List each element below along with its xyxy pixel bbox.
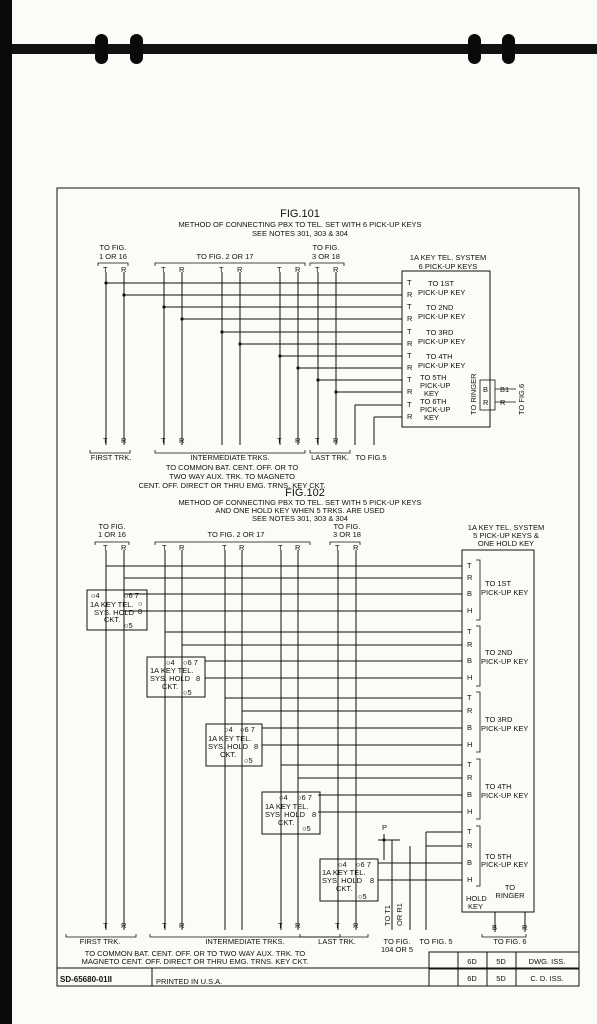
fig101-footer-2: TWO WAY AUX. TRK. TO MAGNETO <box>169 472 295 481</box>
svg-text:B1: B1 <box>500 385 510 394</box>
svg-text:H: H <box>467 673 473 682</box>
fig102-hold-circuit-1 <box>87 590 147 630</box>
fig102-key1-b: PICK-UP KEY <box>481 588 529 597</box>
fig101-key4-a: TO 4TH <box>426 352 453 361</box>
fig102-subtitle2: AND ONE HOLD KEY WHEN 5 TRKS. ARE USED <box>215 506 385 515</box>
fig101-footer-1: TO COMMON BAT. CENT. OFF. OR TO <box>165 463 299 472</box>
svg-text:R: R <box>467 640 473 649</box>
svg-text:○5: ○5 <box>358 892 367 901</box>
fig101-key1-a: TO 1ST <box>428 279 455 288</box>
svg-text:R: R <box>467 573 473 582</box>
svg-text:R: R <box>467 706 473 715</box>
svg-text:T: T <box>103 265 108 274</box>
svg-text:R: R <box>121 543 127 552</box>
hold-ckt-3-label-c: CKT. <box>220 750 237 759</box>
fig101-to-ringer: TO RINGER <box>469 373 478 415</box>
fig102 <box>66 487 544 966</box>
drawing-number: SD-65680-01II <box>60 975 113 984</box>
fig101-key3-a: TO 3RD <box>426 328 454 337</box>
svg-text:○4: ○4 <box>338 860 347 869</box>
fig102-to-fig-right-2: 3 OR 18 <box>333 530 361 539</box>
fig101-system-title-1: 1A KEY TEL. SYSTEM <box>409 253 487 262</box>
svg-text:T: T <box>407 302 412 311</box>
fig101-notes: SEE NOTES 301, 303 & 304 <box>252 229 348 238</box>
svg-text:T: T <box>278 921 283 930</box>
svg-text:8: 8 <box>254 742 259 751</box>
svg-text:R: R <box>121 921 127 930</box>
svg-text:○4: ○4 <box>91 591 100 600</box>
tb-r2-c2: 5D <box>496 974 506 983</box>
fig102-or-r1: OR R1 <box>395 903 404 926</box>
svg-text:R: R <box>121 265 127 274</box>
fig102-to-fig104-1: TO FIG. <box>383 937 411 946</box>
svg-text:○5: ○5 <box>302 824 311 833</box>
svg-text:T: T <box>335 921 340 930</box>
svg-text:R: R <box>353 543 359 552</box>
svg-text:○6 7: ○6 7 <box>297 793 312 802</box>
svg-text:T: T <box>103 436 108 445</box>
hold-ckt-5-label-b: SYS. HOLD <box>322 876 363 885</box>
tb-r1-c3: DWG. ISS. <box>528 957 566 966</box>
svg-text:○5: ○5 <box>124 621 133 630</box>
svg-text:○6 7: ○6 7 <box>124 591 139 600</box>
fig102-last-trk: LAST TRK. <box>318 937 356 946</box>
svg-text:T: T <box>407 375 412 384</box>
svg-text:R: R <box>237 265 243 274</box>
fig101-key6-c: KEY <box>424 413 440 422</box>
svg-text:T: T <box>467 760 472 769</box>
svg-text:B: B <box>467 589 473 598</box>
svg-text:R: R <box>467 841 473 850</box>
svg-text:T: T <box>161 436 166 445</box>
fig101-key6-b: PICK-UP <box>420 405 451 414</box>
fig102-to-fig-right-1: TO FIG. <box>333 522 361 531</box>
fig101-footer-3: CENT. OFF. DIRECT OR THRU EMG. TRNS. KEY CKT. <box>138 481 326 490</box>
svg-text:○6 7: ○6 7 <box>183 658 198 667</box>
svg-text:8: 8 <box>196 674 201 683</box>
svg-text:T: T <box>335 543 340 552</box>
svg-text:R: R <box>179 436 185 445</box>
tb-r1-c2: 5D <box>496 957 506 966</box>
fig102-key3-a: TO 3RD <box>485 715 513 724</box>
svg-text:T: T <box>162 921 167 930</box>
fig102-key-groups <box>467 560 480 886</box>
fig101-to-fig-left-2: 1 OR 16 <box>99 252 127 261</box>
fig101-key5-c: KEY <box>424 389 440 398</box>
svg-text:R: R <box>121 436 127 445</box>
fig102-system-title-2: 5 PICK-UP KEYS & <box>473 531 539 540</box>
fig102-key5-a: TO 5TH <box>485 852 512 861</box>
svg-text:R: R <box>179 921 185 930</box>
svg-text:B: B <box>492 923 498 932</box>
svg-text:R: R <box>333 436 339 445</box>
hold-ckt-4-label-c: CKT. <box>278 818 295 827</box>
fig101-to-fig-mid: TO FIG. 2 OR 17 <box>196 252 254 261</box>
svg-text:B: B <box>483 385 489 394</box>
svg-text:R: R <box>333 265 339 274</box>
svg-text:T: T <box>407 400 412 409</box>
svg-text:8: 8 <box>138 607 143 616</box>
fig101-pickup-labels <box>418 279 465 422</box>
fig102-key5-b: PICK-UP KEY <box>481 860 529 869</box>
fig101-to-fig-left-1: TO FIG. <box>99 243 127 252</box>
tb-r2-c1: 6D <box>467 974 477 983</box>
fig102-key2-a: TO 2ND <box>485 648 513 657</box>
tb-r1-c1: 6D <box>467 957 477 966</box>
hold-ckt-5-label-a: 1A KEY TEL. <box>322 868 366 877</box>
fig102-p-label: P <box>382 823 388 832</box>
fig101-key1-b: PICK-UP KEY <box>418 288 466 297</box>
svg-text:R: R <box>179 543 185 552</box>
hold-ckt-2-label-c: CKT. <box>162 682 179 691</box>
svg-text:R: R <box>407 290 413 299</box>
fig102-pickup-labels <box>481 579 528 869</box>
svg-text:T: T <box>467 561 472 570</box>
fig101-intermediate-trks: INTERMEDIATE TRKS. <box>190 453 270 462</box>
svg-text:8: 8 <box>312 810 317 819</box>
fig102-key3-b: PICK-UP KEY <box>481 724 529 733</box>
svg-text:T: T <box>278 543 283 552</box>
fig102-notes: SEE NOTES 301, 303 & 304 <box>252 514 348 523</box>
svg-text:T: T <box>162 543 167 552</box>
svg-text:T: T <box>407 351 412 360</box>
hold-ckt-1-label-b: SYS. HOLD <box>94 608 135 617</box>
fig102-first-trk: FIRST TRK. <box>79 937 121 946</box>
fig102-to-fig-left-1: TO FIG. <box>98 522 126 531</box>
hold-ckt-3-label-a: 1A KEY TEL. <box>208 734 252 743</box>
fig102-to-fig-mid: TO FIG. 2 OR 17 <box>207 530 265 539</box>
svg-text:H: H <box>467 875 473 884</box>
svg-text:R: R <box>407 363 413 372</box>
svg-text:B: B <box>467 656 473 665</box>
svg-text:R: R <box>179 265 185 274</box>
printed-in-usa: PRINTED IN U.S.A. <box>156 977 223 986</box>
svg-text:H: H <box>467 740 473 749</box>
fig102-key2-b: PICK-UP KEY <box>481 657 529 666</box>
svg-text:○5: ○5 <box>183 688 192 697</box>
fig101-last-trk: LAST TRK. <box>311 453 349 462</box>
hold-ckt-2-label-a: 1A KEY TEL. <box>150 666 194 675</box>
svg-text:R: R <box>295 436 301 445</box>
svg-text:○4: ○4 <box>224 725 233 734</box>
fig101-key2-a: TO 2ND <box>426 303 454 312</box>
hold-ckt-1-label-c: CKT. <box>104 615 121 624</box>
svg-text:R: R <box>295 921 301 930</box>
fig101-key5-a: TO 5TH <box>420 373 447 382</box>
svg-text:T: T <box>103 921 108 930</box>
hold-ckt-1-label-a: 1A KEY TEL. <box>90 600 134 609</box>
fig102-hold-circuit-2 <box>147 657 205 697</box>
fig101-subtitle: METHOD OF CONNECTING PBX TO TEL. SET WITH 6 PICK-UP KEYS <box>178 220 422 229</box>
fig102-to-ringer-1: TO <box>504 883 516 892</box>
fig102-footer-1: TO COMMON BAT. CENT. OFF. OR TO TWO WAY AUX. TRK. TO <box>84 949 306 958</box>
fig102-key4-a: TO 4TH <box>485 782 512 791</box>
fig102-system-title-3: ONE HOLD KEY <box>477 539 535 548</box>
svg-text:B: B <box>467 790 473 799</box>
fig102-key4-b: PICK-UP KEY <box>481 791 529 800</box>
svg-text:H: H <box>467 606 473 615</box>
hold-ckt-4-label-b: SYS. HOLD <box>265 810 306 819</box>
fig102-hold-circuit-4 <box>262 792 320 834</box>
fig101-first-trk: FIRST TRK. <box>90 453 132 462</box>
fig102-to-fig104-2: 104 OR 5 <box>380 945 414 954</box>
fig102-intermediate-trks: INTERMEDIATE TRKS. <box>205 937 285 946</box>
fig102-hold-key-1: HOLD <box>466 894 487 903</box>
svg-text:8: 8 <box>370 876 375 885</box>
tb-r2-c3: C. D. ISS. <box>530 974 564 983</box>
fig101-key5-b: PICK-UP <box>420 381 451 390</box>
svg-text:T: T <box>315 265 320 274</box>
svg-text:T: T <box>407 278 412 287</box>
fig102-hold-circuit-5 <box>320 859 378 901</box>
svg-text:T: T <box>467 693 472 702</box>
fig102-key1-a: TO 1ST <box>485 579 512 588</box>
svg-text:T: T <box>467 627 472 636</box>
fig101-to-fig6: TO FIG.6 <box>517 383 526 415</box>
svg-text:○4: ○4 <box>166 658 175 667</box>
fig101-trunk-lines <box>106 272 336 445</box>
hold-ckt-4-label-a: 1A KEY TEL. <box>265 802 309 811</box>
hold-ckt-2-label-b: SYS. HOLD <box>150 674 191 683</box>
fig101-to-fig-right-1: TO FIG. <box>312 243 340 252</box>
svg-text:R: R <box>407 387 413 396</box>
svg-text:T: T <box>222 543 227 552</box>
svg-text:H: H <box>467 807 473 816</box>
svg-text:○: ○ <box>138 599 143 608</box>
svg-text:○5: ○5 <box>244 756 253 765</box>
fig101-system-title-2: 6 PICK-UP KEYS <box>418 262 478 271</box>
svg-text:R: R <box>407 339 413 348</box>
svg-text:R: R <box>500 398 506 407</box>
fig102-to-t1: TO T1 <box>383 905 392 926</box>
fig101-key6-a: TO 6TH <box>420 397 447 406</box>
fig102-title: FIG.102 <box>285 487 325 499</box>
fig102-to-fig6: TO FIG. 6 <box>493 937 527 946</box>
fig102-hold-key-2: KEY <box>468 902 484 911</box>
hold-ckt-5-label-c: CKT. <box>336 884 353 893</box>
fig102-system-title-1: 1A KEY TEL. SYSTEM <box>467 523 545 532</box>
svg-text:T: T <box>277 265 282 274</box>
svg-text:R: R <box>407 314 413 323</box>
svg-text:R: R <box>522 923 528 932</box>
fig102-to-fig-left-2: 1 OR 16 <box>98 530 126 539</box>
svg-text:R: R <box>295 265 301 274</box>
fig102-footer-2: MAGNETO CENT. OFF. DIRECT OR THRU EMG. TRNS. KEY CKT. <box>81 957 309 966</box>
svg-text:R: R <box>239 543 245 552</box>
svg-text:R: R <box>353 921 359 930</box>
fig102-to-ringer-2: RINGER <box>495 891 525 900</box>
svg-text:R: R <box>407 412 413 421</box>
hold-ckt-3-label-b: SYS. HOLD <box>208 742 249 751</box>
svg-text:T: T <box>467 827 472 836</box>
svg-text:B: B <box>467 723 473 732</box>
svg-text:B: B <box>467 858 473 867</box>
fig101-key-feeds <box>106 283 402 445</box>
fig101-key2-b: PICK-UP KEY <box>418 312 466 321</box>
fig101 <box>90 208 526 490</box>
fig101-title: FIG.101 <box>280 208 320 220</box>
svg-text:R: R <box>467 773 473 782</box>
svg-text:○4: ○4 <box>279 793 288 802</box>
fig102-key-feeds <box>106 566 462 930</box>
svg-text:○6 7: ○6 7 <box>240 725 255 734</box>
svg-text:R: R <box>483 398 489 407</box>
svg-text:T: T <box>103 543 108 552</box>
fig102-hold-circuit-3 <box>206 724 262 766</box>
fig102-to-fig5: TO FIG. 5 <box>419 937 453 946</box>
svg-text:○6 7: ○6 7 <box>356 860 371 869</box>
fig101-key3-b: PICK-UP KEY <box>418 337 466 346</box>
svg-text:T: T <box>315 436 320 445</box>
svg-text:T: T <box>277 436 282 445</box>
fig102-subtitle: METHOD OF CONNECTING PBX TO TEL. SET WITH 5 PICK-UP KEYS <box>178 498 422 507</box>
fig101-key4-b: PICK-UP KEY <box>418 361 466 370</box>
fig101-to-fig-right-2: 3 OR 18 <box>312 252 340 261</box>
svg-text:T: T <box>407 327 412 336</box>
fig101-to-fig5: TO FIG.5 <box>355 453 387 462</box>
svg-text:T: T <box>219 265 224 274</box>
svg-text:T: T <box>161 265 166 274</box>
svg-text:R: R <box>295 543 301 552</box>
